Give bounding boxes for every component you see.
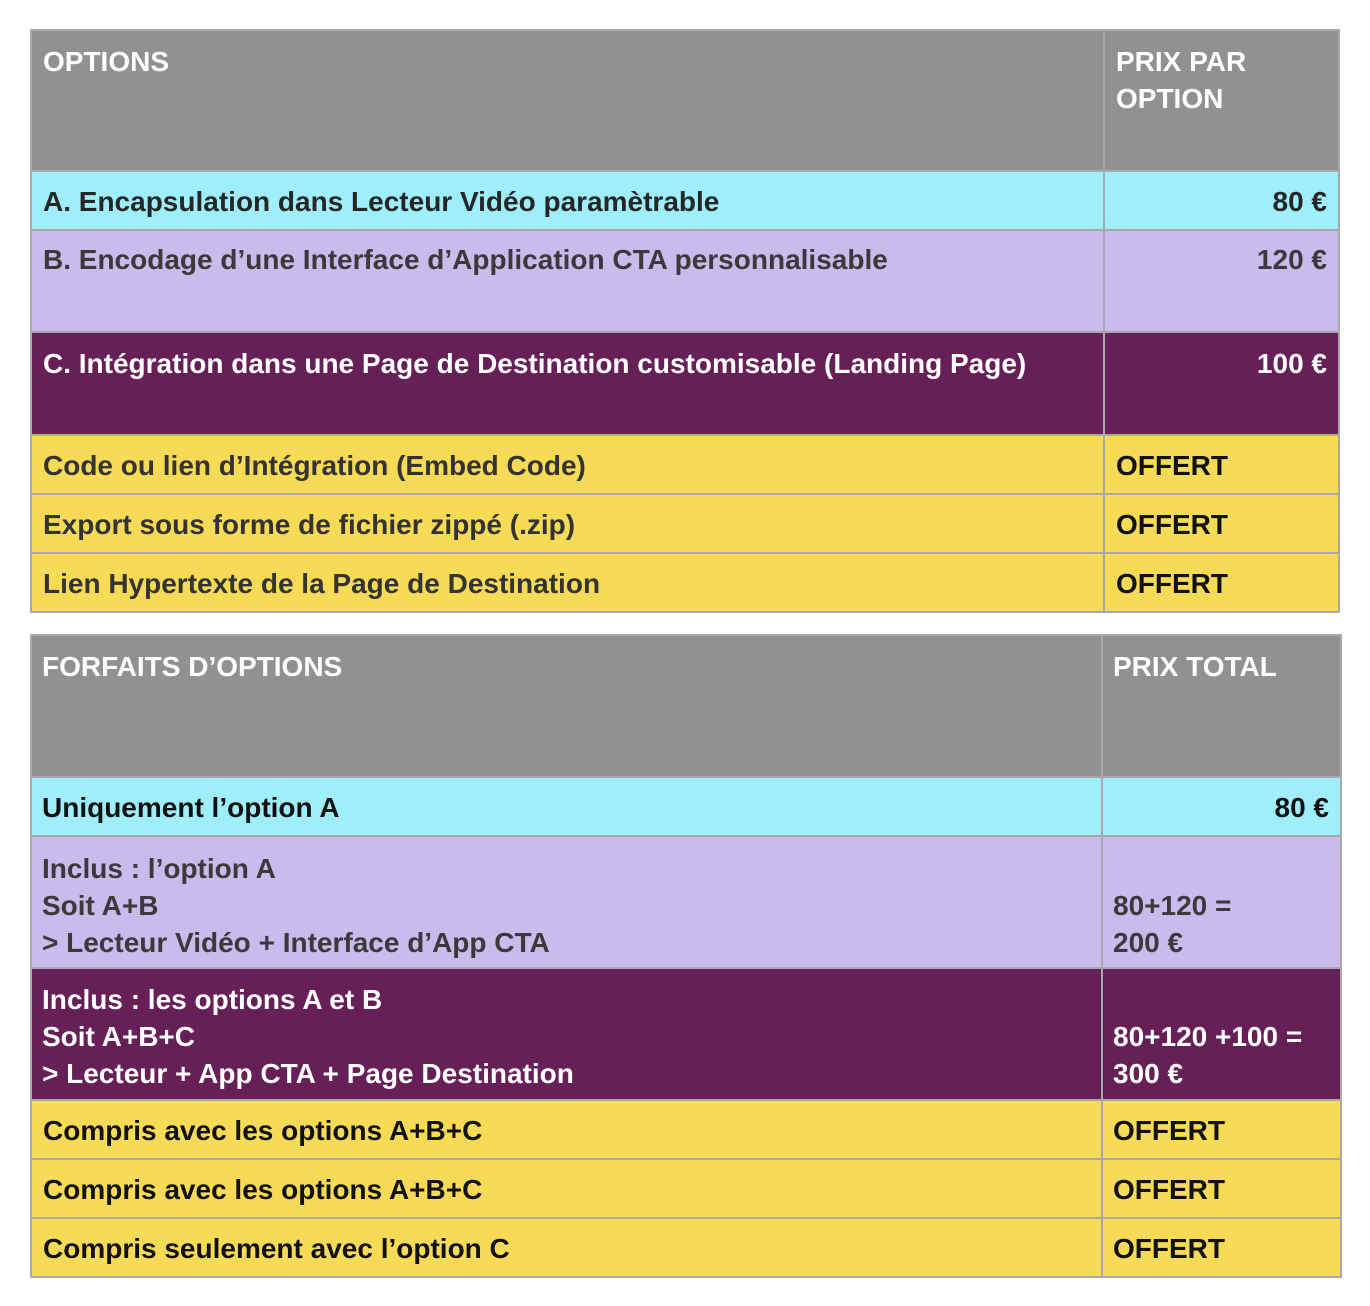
table-row [31, 836, 1341, 968]
embed-code-price: OFFERT [1104, 435, 1339, 494]
included-abc-label-1: Compris avec les options A+B+C [31, 1100, 1102, 1159]
included-c-label: Compris seulement avec l’option C [31, 1218, 1102, 1277]
forfaits-header-price: PRIX TOTAL [1102, 635, 1341, 777]
landing-link-price: OFFERT [1104, 553, 1339, 612]
included-abc-price-1: OFFERT [1102, 1100, 1341, 1159]
zip-export-price: OFFERT [1104, 494, 1339, 553]
options-header-price: PRIX PAR OPTION [1104, 30, 1339, 171]
forfait-ab-price: 80+120 = 200 € [1102, 836, 1341, 968]
table-row [31, 777, 1341, 836]
table-row [31, 332, 1339, 435]
included-abc-price-2: OFFERT [1102, 1159, 1341, 1218]
forfaits-header-label: FORFAITS D’OPTIONS [31, 635, 1102, 777]
forfait-abc-price: 80+120 +100 = 300 € [1102, 968, 1341, 1100]
option-b-label: B. Encodage d’une Interface d’Application CTA personnalisable [31, 230, 1104, 332]
table-row [31, 1218, 1341, 1277]
option-c-price: 100 € [1104, 332, 1339, 435]
options-table [30, 29, 1340, 613]
option-a-price: 80 € [1104, 171, 1339, 230]
forfaits-table [30, 634, 1342, 1278]
table-row [31, 494, 1339, 553]
landing-link-label: Lien Hypertexte de la Page de Destination [31, 553, 1104, 612]
table-row [31, 1100, 1341, 1159]
included-abc-label-2: Compris avec les options A+B+C [31, 1159, 1102, 1218]
forfait-abc-label: Inclus : les options A et B Soit A+B+C > Lecteur + App CTA + Page Destination [31, 968, 1102, 1100]
table-row [31, 435, 1339, 494]
forfait-ab-label: Inclus : l’option A Soit A+B > Lecteur Vidéo + Interface d’App CTA [31, 836, 1102, 968]
options-header-row [31, 30, 1339, 171]
options-header-label: OPTIONS [31, 30, 1104, 171]
forfaits-header-row [31, 635, 1341, 777]
option-c-label: C. Intégration dans une Page de Destination customisable (Landing Page) [31, 332, 1104, 435]
forfait-a-label: Uniquement l’option A [31, 777, 1102, 836]
embed-code-label: Code ou lien d’Intégration (Embed Code) [31, 435, 1104, 494]
zip-export-label: Export sous forme de fichier zippé (.zip) [31, 494, 1104, 553]
table-row [31, 1159, 1341, 1218]
table-row [31, 171, 1339, 230]
option-a-label: A. Encapsulation dans Lecteur Vidéo paramètrable [31, 171, 1104, 230]
table-row [31, 553, 1339, 612]
forfait-a-price: 80 € [1102, 777, 1341, 836]
option-b-price: 120 € [1104, 230, 1339, 332]
included-c-price: OFFERT [1102, 1218, 1341, 1277]
table-row [31, 230, 1339, 332]
table-row [31, 968, 1341, 1100]
